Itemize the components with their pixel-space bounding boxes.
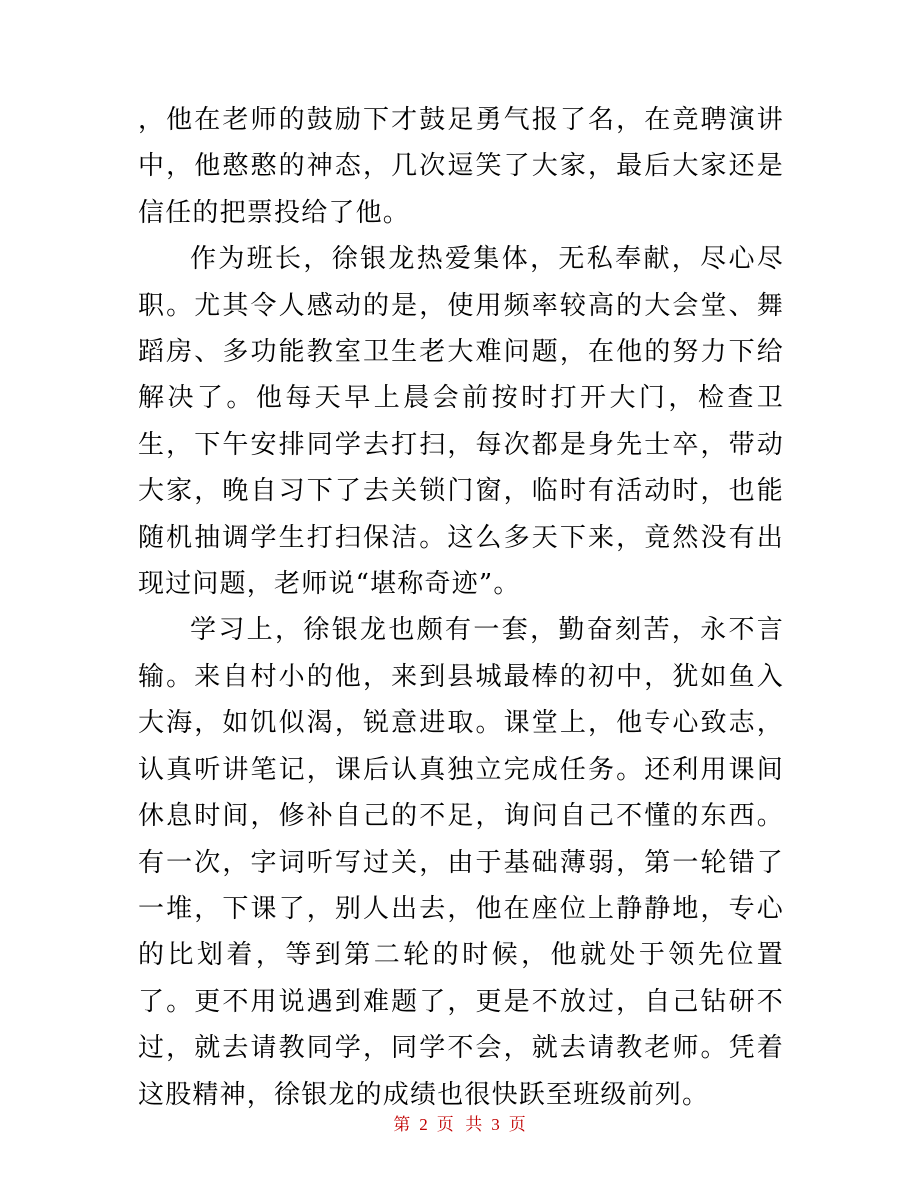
paragraph-class-monitor: 作为班长，徐银龙热爱集体，无私奉献，尽心尽职。尤其令人感动的是，使用频率较高的大会堂、舞蹈房、多功能教室卫生老大难问题，在他的努力下给解决了。他每天早上晨会前按时打开大门，检查卫生，下午安排同学去打扫，每次都是身先士卒，带动大家，晚自习下了去关锁门窗，临时有活动时，也能随机抽调学生打扫保洁。这么多天下来，竟然没有出现过问题，老师说“堪称奇迹”。: [138, 244, 784, 600]
footer-total-suffix: 页: [508, 1115, 527, 1135]
footer-total-prefix: 共: [465, 1115, 484, 1135]
page-footer: [0, 1113, 920, 1137]
paragraph-continuation: ，他在老师的鼓励下才鼓足勇气报了名，在竞聘演讲中，他憨憨的神态，几次逗笑了大家，最后大家还是信任的把票投给了他。: [138, 105, 784, 228]
document-body: [138, 97, 784, 1118]
paragraph-study: 学习上，徐银龙也颇有一套，勤奋刻苦，永不言输。来自村小的他，来到县城最棒的初中，犹如鱼入大海，如饥似渴，锐意进取。课堂上，他专心致志，认真听讲笔记，课后认真独立完成任务。还利用课间休息时间，修补自己的不足，询问自己不懂的东西。有一次，字词听写过关，由于基础薄弱，第一轮错了一堆，下课了，别人出去，他在座位上静静地，专心的比划着，等到第二轮的时候，他就处于领先位置了。更不用说遇到难题了，更是不放过，自己钻研不过，就去请教同学，同学不会，就去请教老师。凭着这股精神，徐银龙的成绩也很快跃至班级前列。: [138, 615, 784, 1110]
footer-prefix: 第: [393, 1115, 412, 1135]
footer-current-page: 2: [419, 1115, 429, 1134]
footer-page-word: 页: [436, 1115, 455, 1135]
footer-total-pages: 3: [491, 1115, 501, 1134]
